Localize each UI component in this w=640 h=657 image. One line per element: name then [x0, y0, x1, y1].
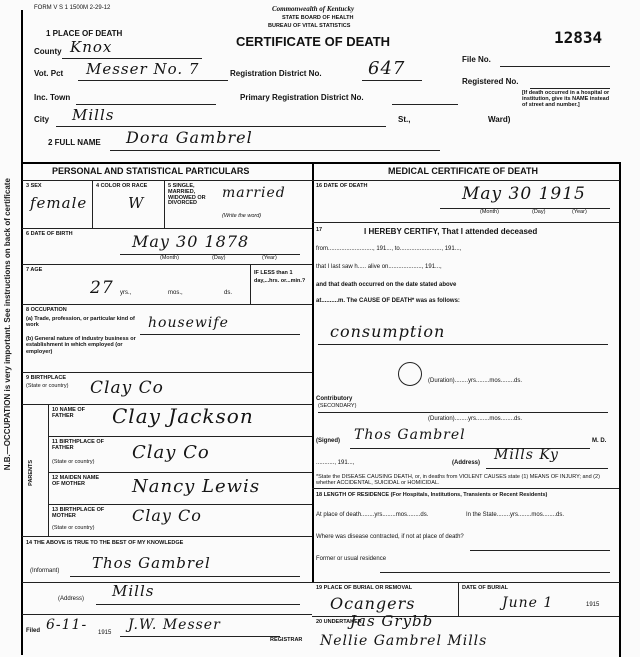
personal-section-title: PERSONAL AND STATISTICAL PARTICULARS: [52, 166, 250, 176]
county-value: Knox: [70, 38, 113, 56]
sex-value: female: [30, 194, 88, 212]
undertaker-address: Nellie Gambrel Mills: [320, 633, 488, 649]
father-name-value: Clay Jackson: [112, 404, 254, 428]
vot-pct-value: Messer No. 7: [86, 60, 200, 78]
circled-mark: [398, 362, 422, 386]
marital-sub: (Write the word): [222, 213, 262, 219]
death-month-label: (Month): [480, 209, 499, 215]
certify-occurred-line: and that death occurred on the date stated above: [316, 282, 457, 288]
birthplace-label: 9 BIRTHPLACE: [26, 375, 67, 381]
ward-label: Ward): [488, 115, 511, 124]
informant-value: Thos Gambrel: [92, 554, 211, 572]
residence-label: 18 LENGTH OF RESIDENCE (For Hospitals, Institutions, Transients or Recent Residents): [316, 492, 548, 498]
undertaker-value: Jas Grybb: [350, 612, 434, 630]
contributory-label: Contributory: [316, 396, 353, 402]
dob-label: 6 DATE OF BIRTH: [26, 231, 73, 237]
city-value: Mills: [72, 106, 115, 124]
physician-address-label: (Address): [452, 460, 481, 466]
registrar-signature: J.W. Messer: [128, 617, 221, 633]
informant-address-label: (Address): [58, 596, 85, 602]
filed-year: 1915: [98, 630, 112, 636]
date-of-death-label: 16 DATE OF DEATH: [316, 183, 368, 189]
age-yrs-label: yrs.,: [120, 290, 132, 296]
address-year-line: ..........., 191...,: [316, 460, 355, 466]
contributory-sub: (SECONDARY): [318, 403, 357, 409]
board-title: STATE BOARD OF HEALTH: [282, 15, 354, 21]
bureau-title: BUREAU OF VITAL STATISTICS: [268, 23, 351, 29]
informant-label: (Informant): [30, 568, 60, 574]
age-label: 7 AGE: [26, 267, 43, 273]
contributory-duration: (Duration)........yrs........mos........ds.: [428, 416, 523, 422]
cause-footnote: *State the DISEASE CAUSING DEATH, or, in deaths from VIOLENT CAUSES state (1) MEANS OF INJURY; and (2) whether ACCIDENTAL, SUICIDAL or HOMICIDAL.: [316, 474, 600, 487]
father-birthplace-sub: (State or country): [52, 459, 95, 465]
form-number: FORM V S 1 1500M 2-29-12: [34, 5, 111, 11]
place-of-death-label: 1 PLACE OF DEATH: [46, 29, 123, 38]
burial-year: 1915: [586, 602, 600, 608]
mother-name-value: Nancy Lewis: [132, 476, 261, 497]
in-state-line: In the State........yrs........mos........ds.: [466, 512, 565, 518]
birthplace-sub: (State or country): [26, 383, 69, 389]
full-name-label: 2 FULL NAME: [48, 138, 101, 147]
undertaker-label: 20 UNDERTAKER: [316, 619, 362, 625]
certify-from-line: from..........................., 191..., to........................., 191...,: [316, 246, 462, 252]
color-value: W: [128, 194, 145, 212]
mother-birthplace-value: Clay Co: [132, 506, 202, 525]
signed-value: Thos Gambrel: [354, 427, 466, 443]
registrar-label: REGISTRAR: [270, 637, 303, 643]
certify-saw-line: that I last saw h..... alive on...................., 191...,: [316, 264, 442, 270]
physician-address-value: Mills Ky: [494, 447, 559, 463]
filed-value: 6-11-: [46, 617, 88, 633]
burial-date-label: DATE OF BURIAL: [462, 585, 509, 591]
marital-label: 5 SINGLE, MARRIED, WIDOWED OR DIVORCED: [168, 183, 206, 207]
father-name-label: 10 NAME OF FATHER: [52, 407, 86, 419]
age-ds-label: ds.: [224, 290, 233, 296]
commonwealth-title: Commonwealth of Kentucky: [272, 5, 355, 13]
md-label: M. D.: [592, 438, 607, 444]
date-of-death-value: May 30 1915: [462, 184, 586, 204]
dob-value: May 30 1878: [132, 232, 250, 251]
margin-note: N.B.—OCCUPATION is very important. See instructions on back of certificate: [2, 178, 12, 471]
informant-address-value: Mills: [112, 582, 155, 600]
mother-birthplace-label: 13 BIRTHPLACE OF MOTHER: [52, 507, 105, 519]
occupation-value: housewife: [148, 315, 229, 331]
dob-year-label: (Year): [262, 255, 277, 261]
dob-month-label: (Month): [160, 255, 179, 261]
reg-district-value: 647: [368, 58, 406, 79]
at-place-line: At place of death........yrs........mos........ds.: [316, 512, 429, 518]
file-number: 12834: [554, 28, 603, 47]
certificate-title: CERTIFICATE OF DEATH: [236, 34, 391, 49]
duration-line: (Duration)........yrs........mos........ds.: [428, 378, 523, 384]
cause-of-death-value: consumption: [330, 322, 446, 341]
certify-statement: I HEREBY CERTIFY, That I attended deceased: [364, 227, 538, 236]
city-label: City: [34, 115, 50, 124]
former-residence-line: Former or usual residence: [316, 556, 387, 562]
occupation-label: 8 OCCUPATION: [26, 307, 67, 313]
registered-no-label: Registered No.: [462, 77, 519, 86]
father-birthplace-value: Clay Co: [132, 442, 210, 463]
county-label: County: [34, 47, 62, 56]
file-no-label: File No.: [462, 55, 491, 64]
birthplace-value: Clay Co: [90, 378, 164, 398]
age-value: 27: [90, 278, 114, 298]
color-label: 4 COLOR OR RACE: [96, 183, 148, 189]
occupation-b: (b) General nature of industry business or establishment in which employed (or employer): [26, 336, 136, 355]
certify-number: 17: [316, 227, 323, 233]
father-birthplace-label: 11 BIRTHPLACE OF FATHER: [52, 439, 104, 451]
medical-section-title: MEDICAL CERTIFICATE OF DEATH: [388, 166, 538, 176]
inc-town-label: Inc. Town: [34, 93, 71, 102]
burial-date-value: June 1: [502, 595, 554, 611]
sex-label: 3 SEX: [26, 183, 42, 189]
marital-value: married: [222, 185, 286, 201]
death-day-label: (Day): [532, 209, 546, 215]
filed-label: Filed: [26, 628, 41, 634]
parents-label: PARENTS: [28, 459, 35, 486]
st-label: St.,: [398, 115, 411, 124]
dob-day-label: (Day): [212, 255, 226, 261]
full-name-value: Dora Gambrel: [126, 128, 253, 147]
contracted-line: Where was disease contracted, if not at place of death?: [316, 534, 464, 540]
hospital-note: [If death occurred in a hospital or institution, give its NAME instead of street and number.]: [522, 90, 610, 109]
informant-statement: 14 THE ABOVE IS TRUE TO THE BEST OF MY KNOWLEDGE: [26, 540, 184, 546]
reg-district-label: Registration District No.: [230, 69, 322, 78]
occupation-a: (a) Trade, profession, or particular kind of work: [26, 316, 135, 329]
mother-birthplace-sub: (State or country): [52, 525, 95, 531]
cause-line: at..........m. The CAUSE OF DEATH* was as follows:: [316, 298, 460, 304]
burial-place-value: Ocangers: [330, 594, 416, 613]
primary-reg-label: Primary Registration District No.: [240, 93, 364, 102]
death-year-label: (Year): [572, 209, 587, 215]
age-mos-label: mos.,: [168, 290, 183, 296]
mother-name-label: 12 MAIDEN NAME OF MOTHER: [52, 475, 100, 487]
signed-label: (Signed): [316, 438, 340, 444]
less-than-label: IF LESS than 1 day,...hrs. or...min.?: [254, 270, 306, 284]
vot-pct-label: Vot. Pct: [34, 69, 64, 78]
burial-place-label: 19 PLACE OF BURIAL OR REMOVAL: [316, 585, 413, 591]
